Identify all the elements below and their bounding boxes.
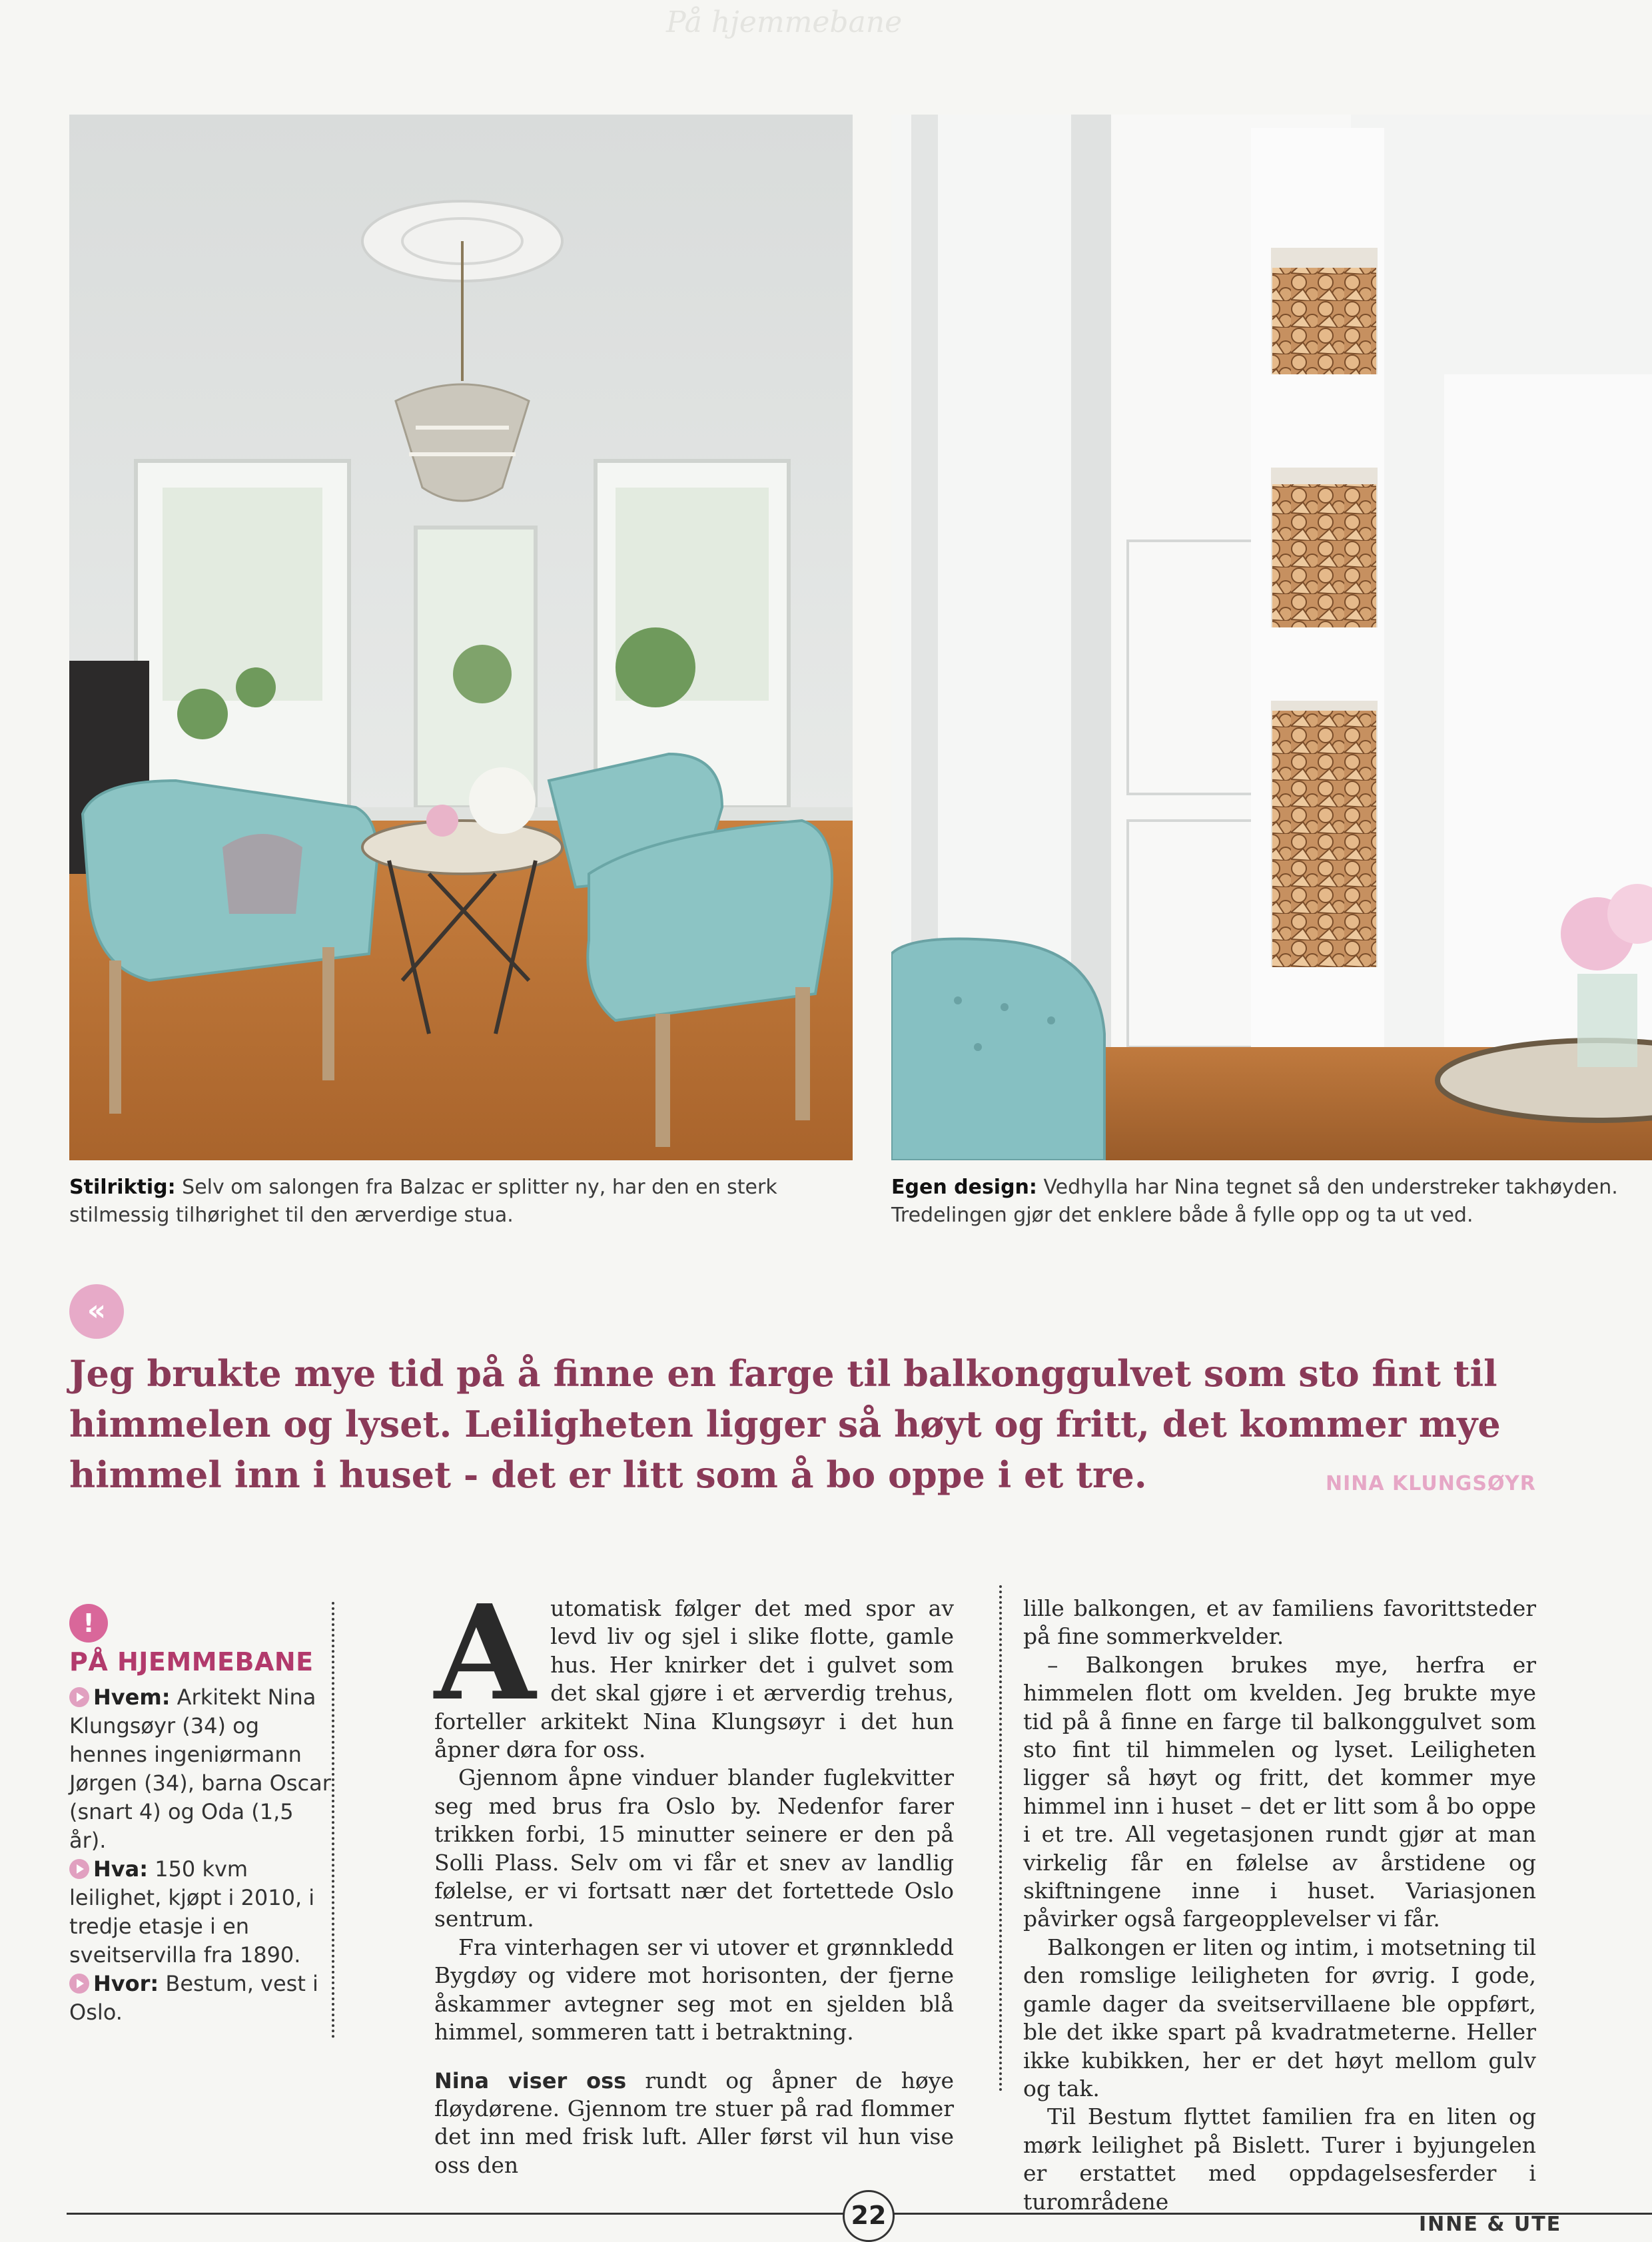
fact-label: Hvem: bbox=[93, 1684, 171, 1710]
fact-text: Bestum, vest i Oslo. bbox=[69, 1971, 318, 2025]
lead-in: Nina viser oss bbox=[434, 2067, 627, 2093]
fact-box-title: PÅ HJEMMEBANE bbox=[69, 1647, 314, 1677]
article-paragraph: Gjennom åpne vinduer blander fuglekvitter seg med brus fra Oslo by. Nedenfor farer trikken forbi, 15 minutter seinere er den på Solli Plass. Selv om vi får et snev av landlig følelse, er vi fortsatt nær det fortettede Oslo sentrum. bbox=[434, 1764, 954, 1932]
fact-item-hvor bbox=[69, 1970, 336, 2027]
column-divider bbox=[332, 1602, 334, 2038]
header-ghost-title: På hjemmebane bbox=[666, 5, 903, 39]
caption-salon bbox=[69, 1174, 862, 1230]
fact-label: Hvor: bbox=[93, 1971, 159, 1996]
caption-text: Selv om salongen fra Balzac er splitter ny, har den en sterk stilmessig tilhørighet til den ærverdige stua. bbox=[69, 1176, 777, 1227]
quote-mark-icon: « bbox=[69, 1284, 124, 1339]
salon-photo bbox=[69, 115, 853, 1160]
fact-item-hvem bbox=[69, 1683, 336, 1855]
fact-label: Hva: bbox=[93, 1856, 149, 1882]
play-bullet-icon bbox=[69, 1859, 89, 1879]
quote-author: NINA KLUNGSØYR bbox=[1326, 1472, 1536, 1495]
article-paragraph bbox=[434, 2067, 954, 2180]
fact-text: Arkitekt Nina Klungsøyr (34) og hennes ingeniørmann Jørgen (34), barna Oscar (snart 4) og Oda (1,5 år). bbox=[69, 1684, 331, 1853]
play-bullet-icon bbox=[69, 1687, 89, 1707]
article-paragraph: lille balkongen, et av familiens favorittsteder på fine sommerkvelder. bbox=[1023, 1595, 1536, 1650]
column-divider bbox=[999, 1585, 1002, 2091]
fact-box bbox=[69, 1648, 336, 2027]
caption-firewood bbox=[891, 1174, 1652, 1230]
caption-text: Vedhylla har Nina tegnet så den understreker takhøyden. Tredelingen gjør det enklere både å fylle opp og ta ut ved. bbox=[891, 1176, 1618, 1227]
fact-item-hva bbox=[69, 1855, 336, 1970]
pull-quote: Jeg brukte mye tid på å finne en farge til balkonggulvet som sto fint til himmelen og lyset. Leiligheten ligger så høyt og fritt, det kommer mye himmel inn i huset - det er litt som å bo oppe i et tre. bbox=[69, 1352, 1501, 1496]
caption-label: Stilriktig: bbox=[69, 1176, 176, 1199]
paragraph-text: rundt og åpner de høye fløydørene. Gjennom tre stuer på rad flommer det inn med frisk luft. Aller først vil hun vise oss den bbox=[434, 2067, 954, 2178]
article-column-2 bbox=[1023, 1595, 1536, 2216]
article-paragraph: Fra vinterhagen ser vi utover et grønnkledd Bygdøy og videre mot horisonten, der fjerne åskammer avtegner seg mot en sjelden blå himmel, sommeren tatt i betraktning. bbox=[434, 1934, 954, 2046]
firewood-shelf-photo bbox=[891, 115, 1652, 1160]
magazine-name: INNE & UTE bbox=[1419, 2213, 1562, 2236]
article-paragraph: Balkongen er liten og intim, i motsetning til den romslige leiligheten for øvrig. I gode, gamle dager da sveitservillaene ble oppført, ble det ikke spart på kvadratmeterne. Heller ikke kubikken, her er det høyt mellom gulv og tak. bbox=[1023, 1934, 1536, 2101]
caption-label: Egen design: bbox=[891, 1176, 1037, 1199]
page-number: 22 bbox=[843, 2190, 895, 2242]
article-paragraph bbox=[434, 1577, 954, 1764]
article-column-1 bbox=[434, 1577, 954, 2179]
paragraph-text: utomatisk følger det med spor av levd liv og sjel i slike flotte, gamle hus. Her knirker det i gulvet som det skal gjøre i et ærverdig trehus, forteller arkitekt Nina Klungsøyr i det hun åpner døra for oss. bbox=[434, 1595, 954, 1763]
article-paragraph: – Balkongen brukes mye, herfra er himmelen flott om kvelden. Jeg brukte mye tid på å finne en farge til balkonggulvet som sto fint til himmelen og lyset. Leiligheten ligger så høyt og fritt, det kommer mye himmel inn i huset – det er litt som å bo oppe i et tre. All vegetasjonen rundt gjør at man virkelig får en følelse av årstidene og skiftningene inne i huset. Variasjonen påvirker også fargeopplevelser vi får. bbox=[1023, 1651, 1536, 1932]
exclamation-icon: ! bbox=[69, 1604, 108, 1643]
article-paragraph: Til Bestum flyttet familien fra en liten og mørk leilighet på Bislett. Turer i byjungelen er erstattet med oppdagelsesferder i turområdene bbox=[1023, 2103, 1536, 2215]
drop-cap: A bbox=[434, 1577, 536, 1730]
fact-text: 150 kvm leilighet, kjøpt i 2010, i tredje etasje i en sveitservilla fra 1890. bbox=[69, 1856, 315, 1968]
play-bullet-icon bbox=[69, 1974, 89, 1994]
